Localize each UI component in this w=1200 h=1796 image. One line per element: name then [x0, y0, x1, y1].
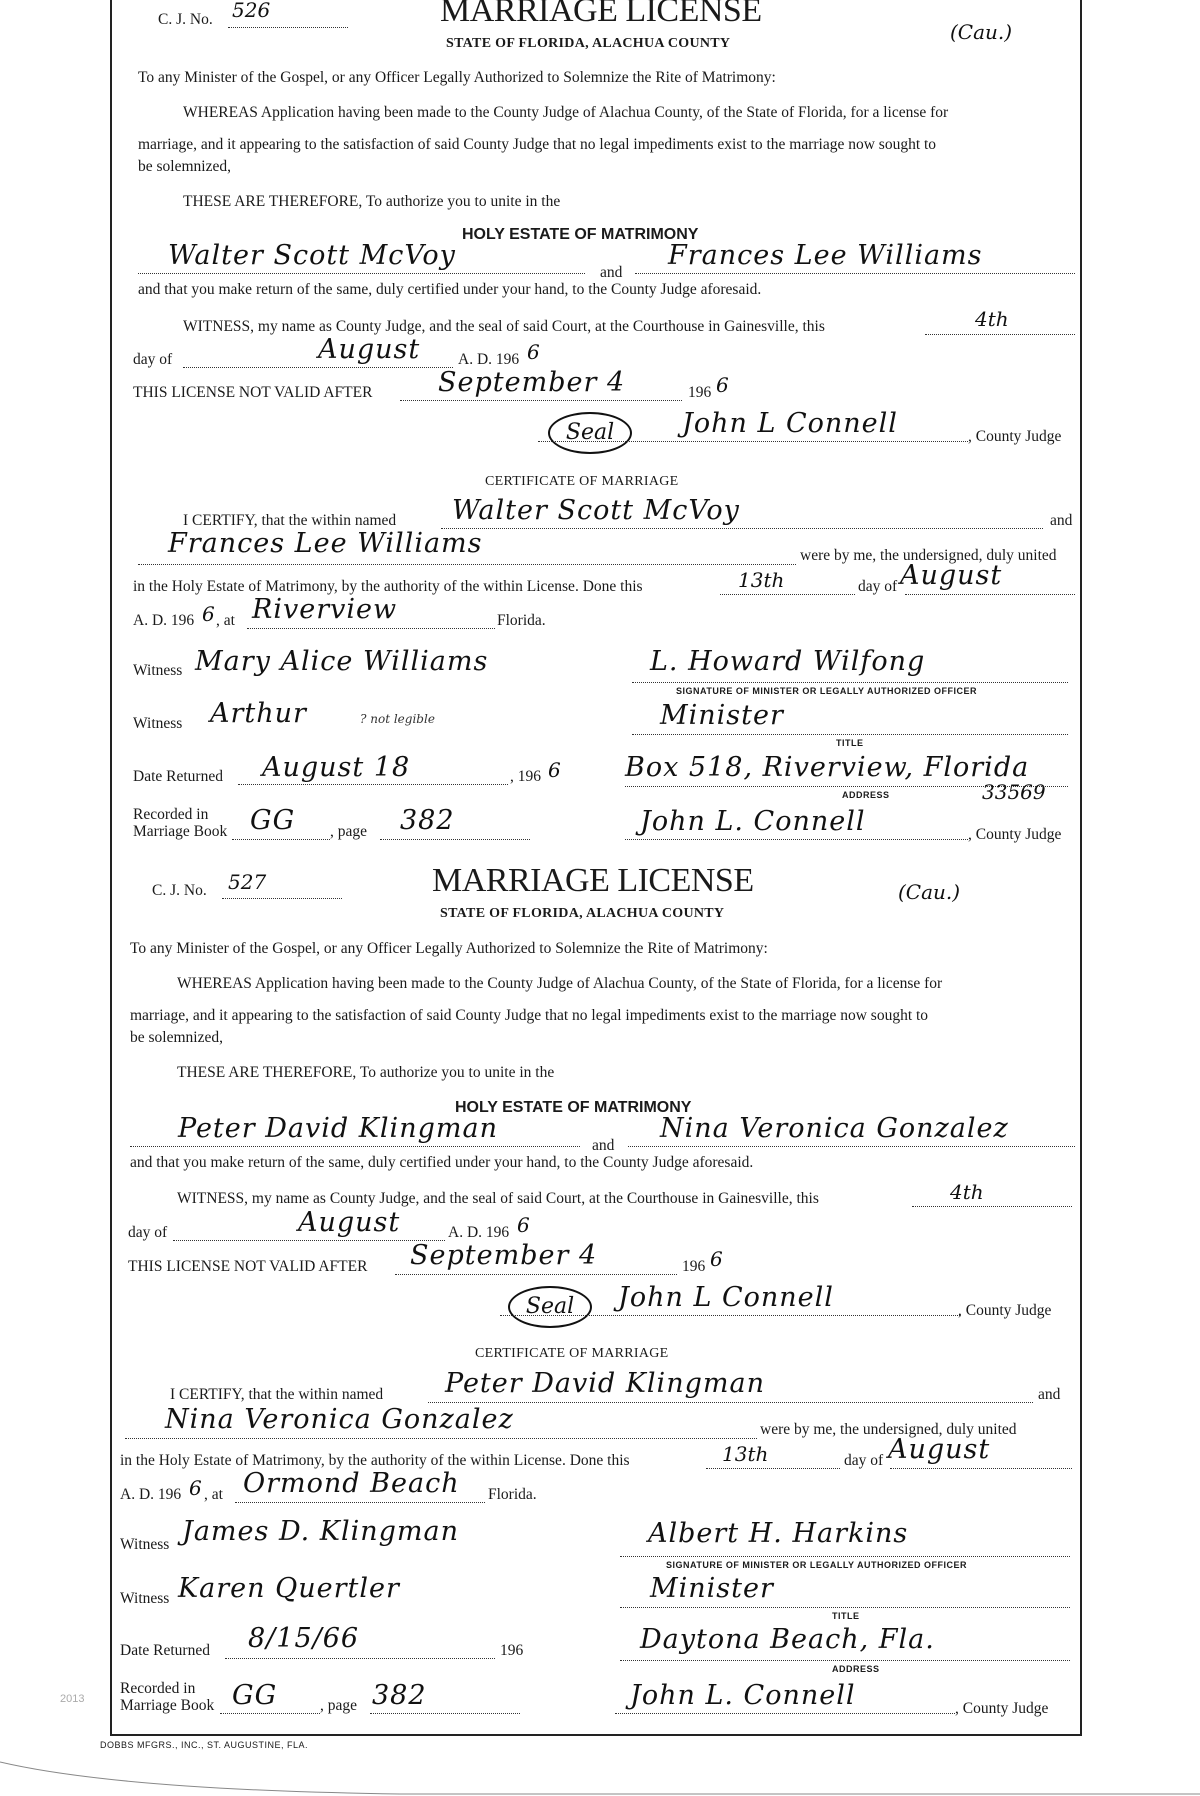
- seal-circle: [508, 1286, 592, 1328]
- watermark: 2013: [60, 1693, 85, 1705]
- marriage-place: Riverview: [252, 594, 398, 625]
- witness1-signature: Mary Alice Williams: [195, 646, 489, 677]
- not-valid-date: September 4: [438, 367, 626, 398]
- marriage-book-label: Marriage Book: [133, 823, 228, 840]
- cert-groom-name: Walter Scott McVoy: [452, 495, 740, 526]
- license-day: 4th: [950, 1180, 984, 1204]
- printer-imprint: DOBBS MFGRS., INC., ST. AUGUSTINE, FLA.: [100, 1740, 309, 1750]
- whereas-line-1: WHEREAS Application having been made to the County Judge of Alachua County, of the State of Florida, for a license for: [183, 104, 949, 121]
- page-frame-bottom: [110, 1734, 1082, 1736]
- recorded-in-label: Recorded in: [133, 806, 209, 823]
- marriage-book-label: Marriage Book: [120, 1697, 215, 1714]
- day-of-2: day of: [858, 578, 898, 595]
- done-month: August: [900, 560, 1003, 591]
- ad-label: A. D. 196: [448, 1224, 510, 1241]
- whereas-line-2: marriage, and it appearing to the satisfaction of said County Judge that no legal impediments exist to the marriage now sought to: [138, 136, 937, 153]
- witness1-label: Witness: [120, 1536, 170, 1553]
- date-returned: August 18: [262, 752, 411, 783]
- witness2-label: Witness: [120, 1590, 170, 1607]
- not-valid-year-digit: 6: [716, 373, 729, 397]
- date-returned-label: Date Returned: [120, 1642, 210, 1659]
- certify-label: I CERTIFY, that the within named: [170, 1386, 384, 1403]
- in-holy-text: in the Holy Estate of Matrimony, by the authority of the within License. Done this: [120, 1452, 630, 1469]
- ad2-digit: 6: [189, 1476, 202, 1500]
- corner-note: (Cau.): [898, 880, 961, 904]
- certificate-title: CERTIFICATE OF MARRIAGE: [485, 474, 679, 489]
- not-valid-year-label: 196: [688, 384, 712, 401]
- county-judge-signature-2: John L. Connell: [630, 1680, 856, 1711]
- at-label: , at: [204, 1486, 223, 1503]
- florida-label: Florida.: [497, 612, 546, 629]
- witness2-signature: Karen Quertler: [178, 1573, 400, 1604]
- were-by-text: were by me, the undersigned, duly united: [800, 547, 1057, 564]
- day-of-2: day of: [844, 1452, 884, 1469]
- cj-label: C. J. No.: [158, 11, 213, 28]
- holy-estate-heading: HOLY ESTATE OF MATRIMONY: [462, 226, 699, 243]
- in-holy-text: in the Holy Estate of Matrimony, by the authority of the within License. Done this: [133, 578, 643, 595]
- return-line: and that you make return of the same, duly certified under your hand, to the County Judge aforesaid.: [138, 281, 762, 298]
- were-by-text: were by me, the undersigned, duly united: [760, 1421, 1017, 1438]
- groom-name: Peter David Klingman: [178, 1113, 498, 1144]
- return-line: and that you make return of the same, duly certified under your hand, to the County Judge aforesaid.: [130, 1154, 754, 1171]
- date-returned: 8/15/66: [248, 1623, 360, 1654]
- signature-caption: SIGNATURE OF MINISTER OR LEGALLY AUTHORIZED OFFICER: [676, 686, 978, 696]
- cj-number: 527: [228, 870, 267, 894]
- recorded-in-label: Recorded in: [120, 1680, 196, 1697]
- license-subtitle: STATE OF FLORIDA, ALACHUA COUNTY: [446, 36, 731, 51]
- cert-groom-name: Peter David Klingman: [445, 1368, 765, 1399]
- witness2-signature: Arthur: [210, 698, 307, 729]
- signature-caption: SIGNATURE OF MINISTER OR LEGALLY AUTHORIZED OFFICER: [666, 1560, 968, 1570]
- done-month: August: [888, 1434, 991, 1465]
- returned-year-label: , 196: [510, 768, 541, 785]
- cj-label: C. J. No.: [152, 882, 207, 899]
- returned-year-digit: 6: [548, 758, 561, 782]
- page-label: , page: [330, 823, 368, 840]
- not-valid-date: September 4: [410, 1240, 598, 1271]
- ad-year-digit: 6: [527, 340, 540, 364]
- at-label: , at: [216, 612, 235, 629]
- county-judge-label: , County Judge: [968, 428, 1062, 445]
- county-judge-label-2: , County Judge: [955, 1700, 1049, 1717]
- ad2-label: A. D. 196: [120, 1486, 182, 1503]
- witness2-note: ? not legible: [360, 712, 435, 726]
- marriage-place: Ormond Beach: [243, 1468, 460, 1499]
- officer-signature: L. Howard Wilfong: [650, 646, 926, 677]
- groom-name: Walter Scott McVoy: [168, 240, 456, 271]
- to-any-minister: To any Minister of the Gospel, or any Officer Legally Authorized to Solemnize the Rite of Matrimony:: [138, 69, 776, 86]
- county-judge-label-2: , County Judge: [968, 826, 1062, 843]
- title-caption: TITLE: [836, 738, 864, 748]
- corner-note: (Cau.): [950, 20, 1013, 44]
- florida-label: Florida.: [488, 1486, 537, 1503]
- county-judge-label: , County Judge: [958, 1302, 1052, 1319]
- and-word: and: [600, 264, 623, 281]
- done-day: 13th: [722, 1442, 769, 1466]
- witness1-signature: James D. Klingman: [182, 1516, 459, 1547]
- therefore-line: THESE ARE THEREFORE, To authorize you to unite in the: [177, 1064, 555, 1081]
- title-caption: TITLE: [832, 1611, 860, 1621]
- ad2-digit: 6: [202, 602, 215, 626]
- seal-text: Seal: [525, 1294, 575, 1319]
- to-any-minister: To any Minister of the Gospel, or any Officer Legally Authorized to Solemnize the Rite of Matrimony:: [130, 940, 768, 957]
- officer-address: Box 518, Riverview, Florida: [625, 752, 1030, 783]
- ad2-label: A. D. 196: [133, 612, 195, 629]
- ad-year-digit: 6: [517, 1213, 530, 1237]
- ad-label: A. D. 196: [458, 351, 520, 368]
- witness-line: WITNESS, my name as County Judge, and the seal of said Court, at the Courthouse in Gainesville, this: [177, 1190, 819, 1207]
- cert-bride-name: Frances Lee Williams: [168, 528, 483, 559]
- address-zip: 33569: [982, 780, 1046, 804]
- cj-number: 526: [232, 0, 271, 22]
- date-returned-label: Date Returned: [133, 768, 223, 785]
- cert-and-word: and: [1038, 1386, 1061, 1403]
- license-subtitle: STATE OF FLORIDA, ALACHUA COUNTY: [440, 906, 725, 921]
- returned-year-label: 196: [500, 1642, 524, 1659]
- page-number: 382: [400, 805, 455, 836]
- paper-edge-curve: [0, 1760, 1200, 1796]
- not-valid-label: THIS LICENSE NOT VALID AFTER: [128, 1258, 368, 1275]
- marriage-book: GG: [232, 1680, 278, 1711]
- license-title: MARRIAGE LICENSE: [440, 0, 762, 29]
- done-day: 13th: [738, 568, 785, 592]
- not-valid-year-digit: 6: [710, 1247, 723, 1271]
- county-judge-signature: John L Connell: [682, 408, 898, 439]
- therefore-line: THESE ARE THEREFORE, To authorize you to unite in the: [183, 193, 561, 210]
- officer-title: Minister: [650, 1573, 774, 1604]
- witness1-label: Witness: [133, 662, 183, 679]
- seal-text: Seal: [565, 420, 615, 445]
- license-title: MARRIAGE LICENSE: [432, 862, 754, 899]
- whereas-line-3: be solemnized,: [138, 158, 231, 175]
- page-number: 382: [372, 1680, 427, 1711]
- bride-name: Frances Lee Williams: [668, 240, 983, 271]
- bride-name: Nina Veronica Gonzalez: [660, 1113, 1009, 1144]
- not-valid-year-label: 196: [682, 1258, 706, 1275]
- cert-and-word: and: [1050, 512, 1073, 529]
- county-judge-signature: John L Connell: [618, 1282, 834, 1313]
- license-month: August: [298, 1207, 401, 1238]
- county-judge-signature-2: John L. Connell: [640, 806, 866, 837]
- seal-circle: [548, 412, 632, 454]
- address-caption: ADDRESS: [832, 1664, 880, 1674]
- marriage-book: GG: [250, 805, 296, 836]
- license-month: August: [318, 334, 421, 365]
- cert-bride-name: Nina Veronica Gonzalez: [165, 1404, 514, 1435]
- address-caption: ADDRESS: [842, 790, 890, 800]
- whereas-line-2: marriage, and it appearing to the satisfaction of said County Judge that no legal impediments exist to the marriage now sought to: [130, 1007, 929, 1024]
- witness-line: WITNESS, my name as County Judge, and the seal of said Court, at the Courthouse in Gainesville, this: [183, 318, 825, 335]
- certify-label: I CERTIFY, that the within named: [183, 512, 397, 529]
- day-of-label: day of: [128, 1224, 168, 1241]
- officer-title: Minister: [660, 700, 784, 731]
- witness2-label: Witness: [133, 715, 183, 732]
- officer-address: Daytona Beach, Fla.: [640, 1624, 935, 1655]
- license-day: 4th: [975, 307, 1009, 331]
- officer-signature: Albert H. Harkins: [648, 1518, 909, 1549]
- page-frame-right: [1080, 0, 1082, 1735]
- whereas-line-3: be solemnized,: [130, 1029, 223, 1046]
- whereas-line-1: WHEREAS Application having been made to the County Judge of Alachua County, of the State of Florida, for a license for: [177, 975, 943, 992]
- and-word: and: [592, 1137, 615, 1154]
- page-label: , page: [320, 1697, 358, 1714]
- certificate-title: CERTIFICATE OF MARRIAGE: [475, 1346, 669, 1361]
- page-frame-left: [110, 0, 112, 1735]
- day-of-label: day of: [133, 351, 173, 368]
- not-valid-label: THIS LICENSE NOT VALID AFTER: [133, 384, 373, 401]
- holy-estate-heading: HOLY ESTATE OF MATRIMONY: [455, 1099, 692, 1116]
